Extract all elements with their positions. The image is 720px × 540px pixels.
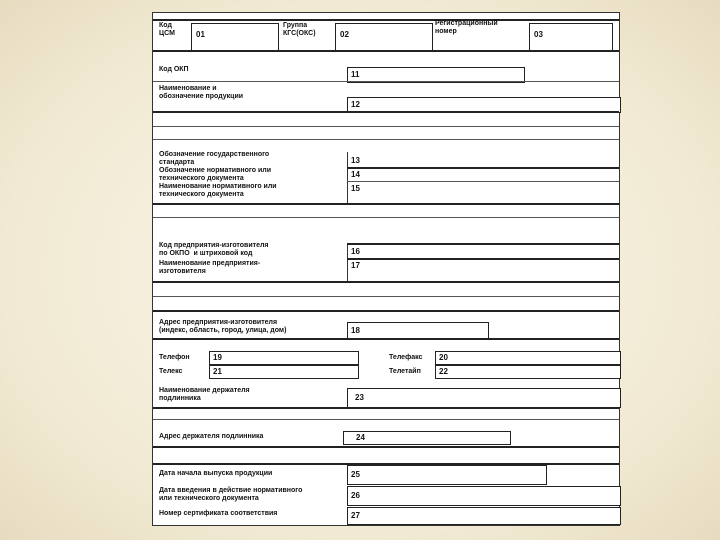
address-label: Адрес предприятия-изготовителя (индекс, область, город, улица, дом)	[159, 319, 287, 334]
header-top-line	[153, 19, 619, 21]
manufacturer-line-3	[153, 310, 619, 312]
field-25-number: 25	[351, 470, 360, 479]
manufacturer-line-1	[153, 281, 619, 283]
field-27-number: 27	[351, 511, 360, 520]
release-date-label: Дата начала выпуска продукции	[159, 470, 273, 477]
holder-address-label: Адрес держателя подлинника	[159, 433, 264, 440]
okp-line	[153, 81, 619, 82]
field-16-number: 16	[351, 247, 360, 256]
field-24-number: 24	[356, 433, 365, 442]
holder-line-2	[153, 419, 619, 420]
field-18-number: 18	[351, 326, 360, 335]
product-line-2	[153, 126, 619, 127]
okp-code-label: Код ОКП	[159, 66, 189, 73]
standards-divider	[347, 152, 348, 203]
field-22[interactable]	[435, 365, 621, 379]
field-17-number: 17	[351, 261, 360, 270]
field-25[interactable]	[347, 465, 547, 485]
standards-label: Обозначение государственного стандарта Обозначение нормативного или технического документа Наименование нормативного или технического документа	[159, 151, 277, 198]
standards-line-2	[153, 217, 619, 218]
field-02[interactable]	[335, 23, 433, 51]
field-24[interactable]	[343, 431, 511, 445]
field-26[interactable]	[347, 486, 621, 506]
field-13-line	[347, 167, 619, 169]
holder-address-line	[153, 446, 619, 448]
header-bottom-line	[153, 50, 619, 52]
product-line-3	[153, 139, 619, 140]
field-23-number: 23	[355, 393, 364, 402]
field-23[interactable]	[347, 388, 621, 408]
field-21-number: 21	[213, 367, 222, 376]
field-14-number: 14	[351, 170, 360, 179]
field-01[interactable]	[191, 23, 279, 51]
manufacturer-name-label: Наименование предприятия- изготовителя	[159, 260, 261, 275]
field-20[interactable]	[435, 351, 621, 365]
product-name-label: Наименование и обозначение продукции	[159, 85, 244, 100]
field-22-number: 22	[439, 367, 448, 376]
fax-label: Телефакс	[389, 354, 423, 361]
telex-label: Телекс	[159, 368, 183, 375]
field-21[interactable]	[209, 365, 359, 379]
csm-code-label: Код ЦСМ	[159, 22, 175, 37]
field-03[interactable]	[529, 23, 613, 51]
field-13-number: 13	[351, 156, 360, 165]
field-14-line	[347, 181, 619, 182]
holder-line-1	[153, 407, 619, 409]
field-12-number: 12	[351, 100, 360, 109]
certificate-number-label: Номер сертификата соответствия	[159, 510, 278, 517]
field-16-line	[347, 258, 619, 260]
standards-line-1	[153, 203, 619, 205]
field-19[interactable]	[209, 351, 359, 365]
manufacturer-code-label: Код предприятия-изготовителя по ОКПО и штриховой код	[159, 242, 269, 257]
phone-label: Телефон	[159, 354, 190, 361]
field-19-number: 19	[213, 353, 222, 362]
field-20-number: 20	[439, 353, 448, 362]
field-26-number: 26	[351, 491, 360, 500]
registration-form	[152, 12, 620, 526]
field-01-number: 01	[196, 30, 205, 39]
teletype-label: Телетайп	[389, 368, 421, 375]
manufacturer-top-line	[347, 243, 619, 245]
holder-label: Наименование держателя подлинника	[159, 387, 250, 402]
product-line-1	[153, 111, 619, 113]
registration-number-label: Регистрационный номер	[435, 20, 498, 35]
manufacturer-line-2	[153, 296, 619, 297]
intro-date-label: Дата введения в действие нормативного или технического документа	[159, 487, 303, 502]
manufacturer-divider	[347, 243, 348, 281]
field-03-number: 03	[534, 30, 543, 39]
kgs-group-label: Группа КГС(ОКС)	[283, 22, 316, 37]
field-02-number: 02	[340, 30, 349, 39]
field-11-number: 11	[351, 70, 360, 79]
field-15-number: 15	[351, 184, 360, 193]
field-27[interactable]	[347, 507, 621, 525]
address-line	[153, 338, 619, 340]
